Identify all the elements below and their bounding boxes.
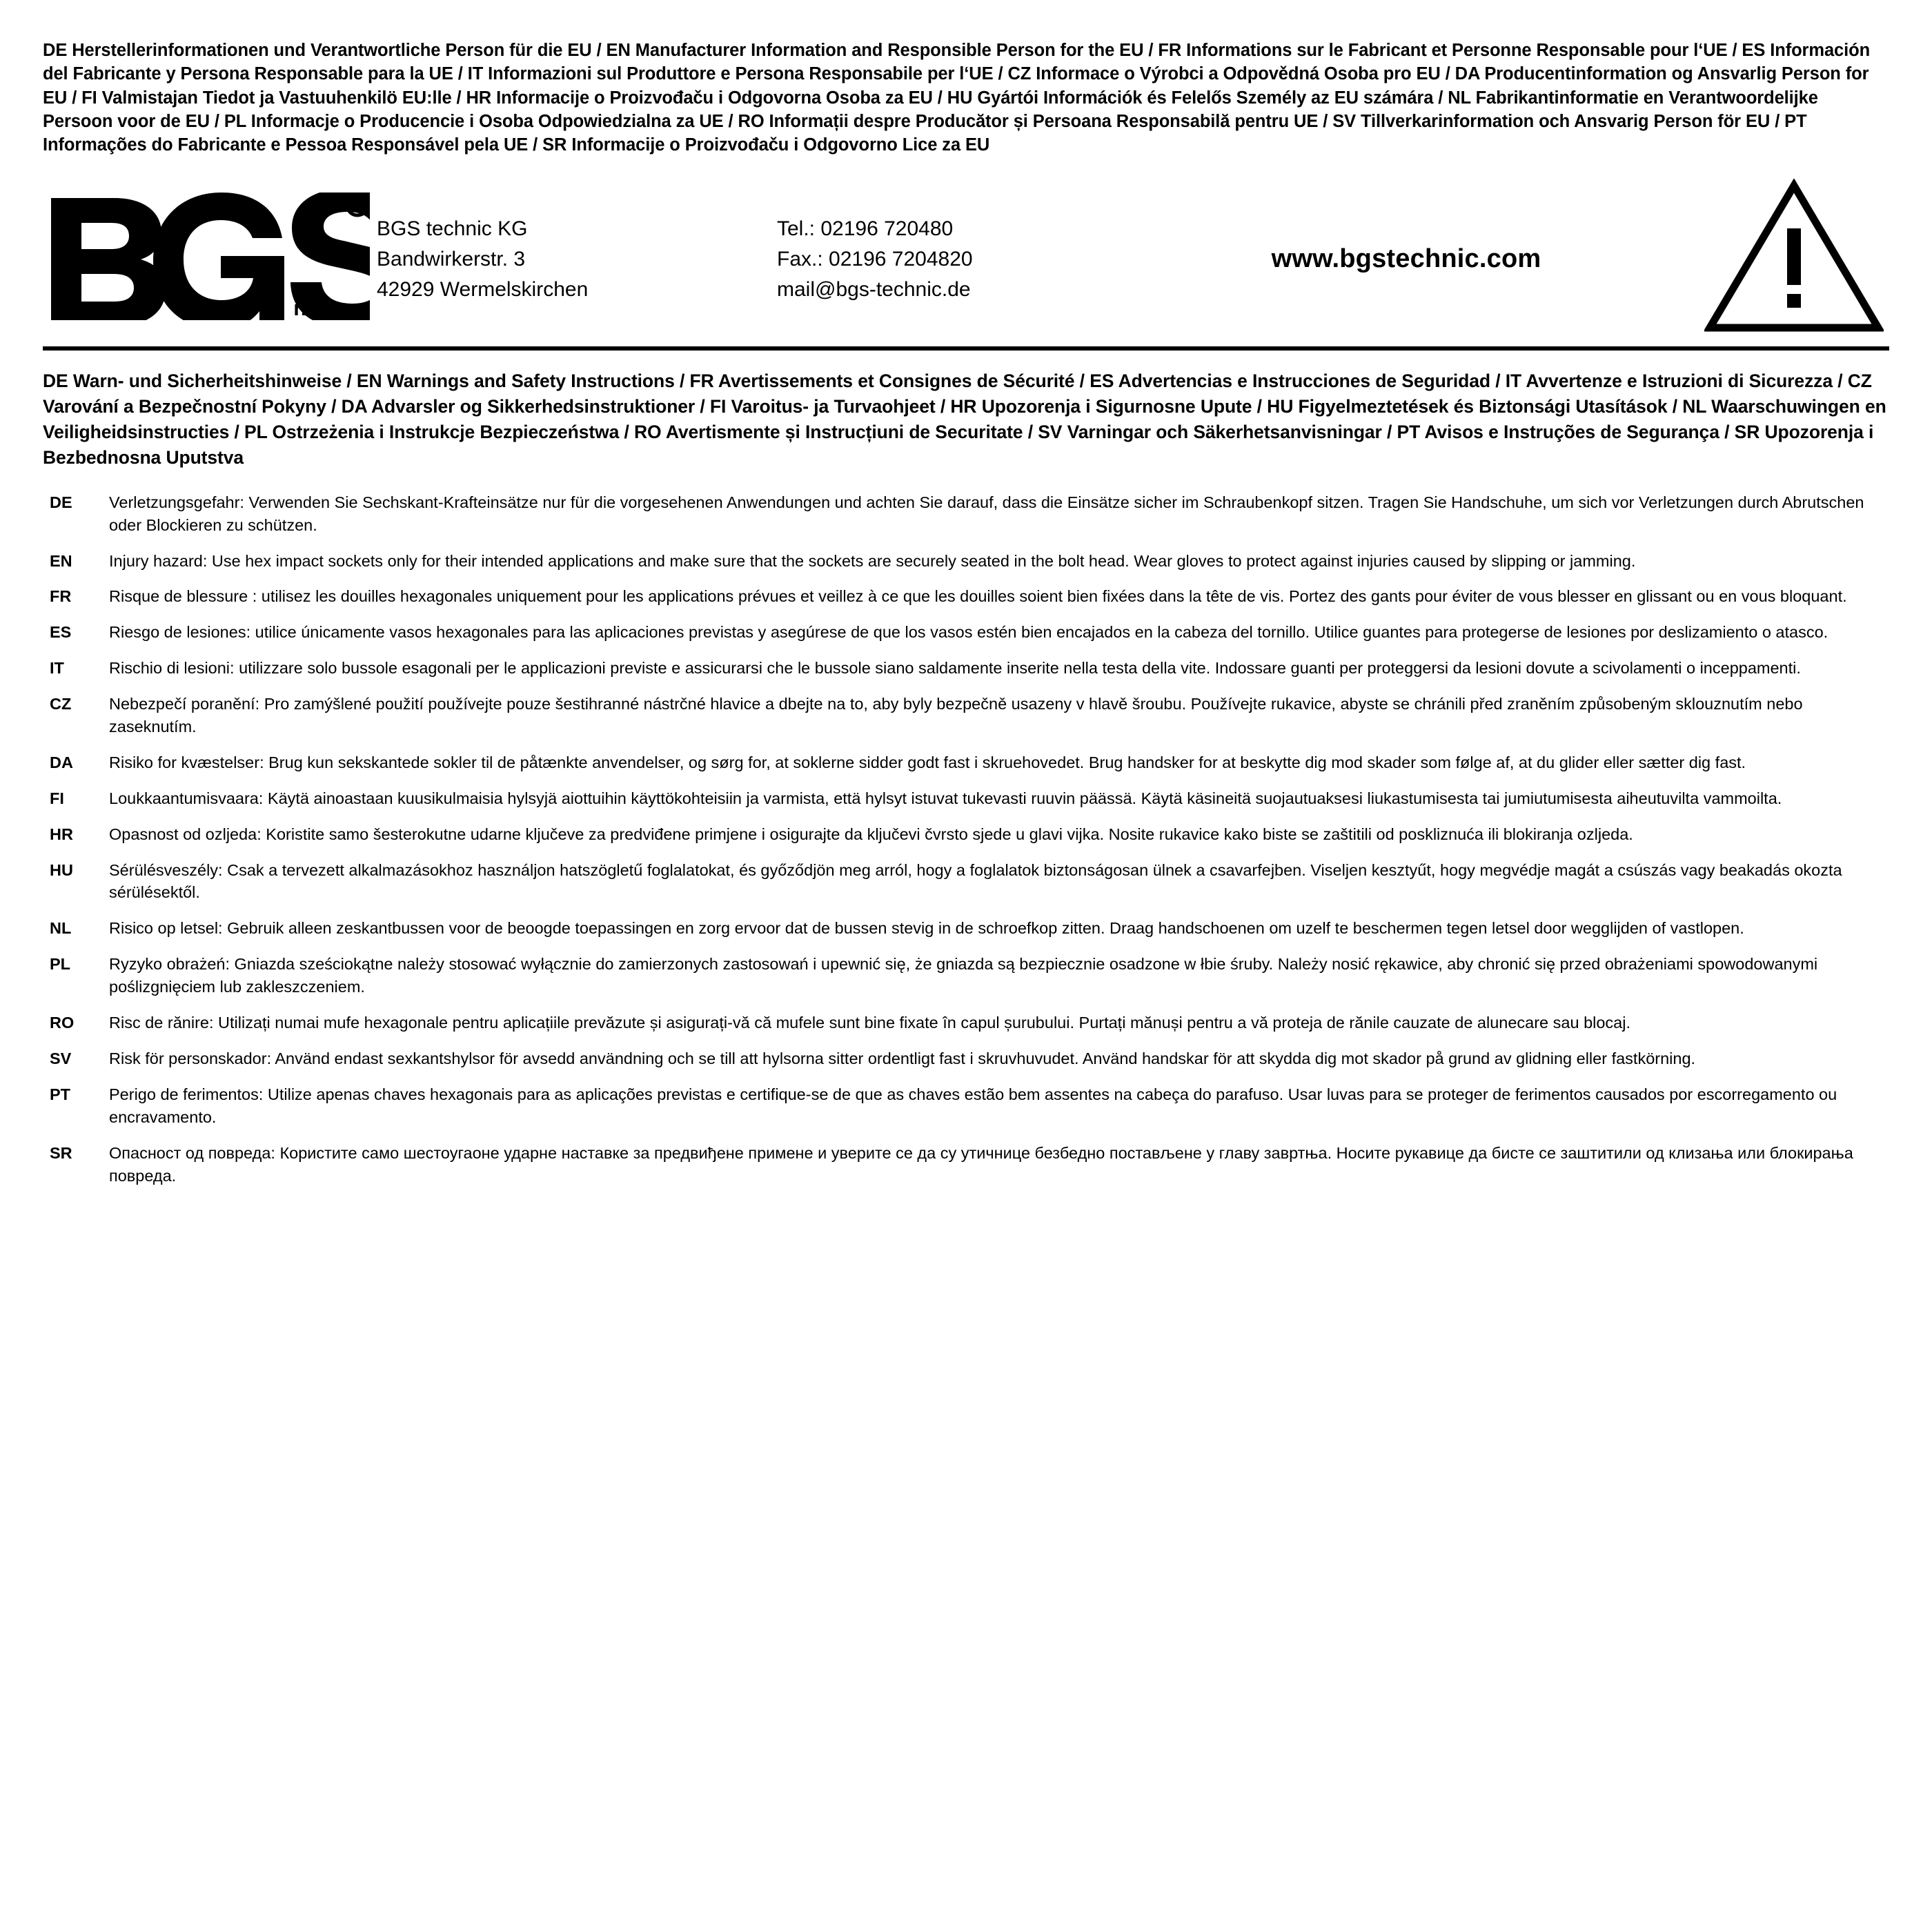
warning-text: Opasnost od ozljeda: Koristite samo šesterokutne udarne ključeve za predviđene primjene i osigurajte da ključevi čvrsto sjede u glavi vijka. Nosite rukavice kako biste se zaštitili od poskliznuća ili blokiranja ozljeda. <box>109 825 1633 843</box>
warning-row <box>43 917 1889 940</box>
company-contact <box>777 208 1136 305</box>
warning-row <box>43 550 1889 573</box>
warning-text: Risico op letsel: Gebruik alleen zeskantbussen voor de beoogde toepassingen en zorg ervoor dat de bussen stevig in de schroefkop zitten. Draag handschoenen om uzelf te beschermen tegen letsel door wegglijden of vastlopen. <box>109 919 1744 938</box>
company-address <box>377 208 777 305</box>
warning-text: Risk för personskador: Använd endast sexkantshylsor för avsedd användning och se till att hylsorna sitter ordentligt fast i skruvhuvudet. Använd handskar för att skydda dig mot skador på grund av glidning eller fastkörning. <box>109 1049 1696 1067</box>
company-fax: Fax.: 02196 7204820 <box>777 247 973 270</box>
company-email: mail@bgs-technic.de <box>777 278 971 302</box>
company-city: 42929 Wermelskirchen <box>377 278 589 302</box>
warning-row <box>43 585 1889 608</box>
warning-text: Perigo de ferimentos: Utilize apenas chaves hexagonais para as aplicações previstas e certifique-se de que as chaves estão bem assentes na cabeça do parafuso. Usar luvas para se proteger de ferimentos causados por escorregamento ou encravamento. <box>109 1085 1837 1126</box>
language-code: HU <box>50 860 73 879</box>
warning-row <box>43 657 1889 680</box>
warning-row <box>43 621 1889 644</box>
company-info-band <box>43 175 1889 351</box>
language-code: DE <box>50 493 72 511</box>
language-code: CZ <box>50 695 72 713</box>
warning-triangle-icon <box>1704 179 1884 334</box>
language-code: RO <box>50 1014 75 1032</box>
warning-row <box>43 953 1889 998</box>
warning-text: Riesgo de lesiones: utilice únicamente vasos hexagonales para las aplicaciones previstas y asegúrese de que los vasos estén bien encajados en la cabeza del tornillo. Utilice guantes para protegerse de lesiones por deslizamiento o atasco. <box>109 623 1828 642</box>
warning-text: Risc de rănire: Utilizați numai mufe hexagonale pentru aplicațiile prevăzute și asigurați-vă că mufele sunt bine fixate în capul șurubului. Purtați mănuși pentru a vă proteja de rănile cauzate de alunecare sau blocaj. <box>109 1014 1631 1032</box>
warning-row <box>43 751 1889 774</box>
language-code: EN <box>50 551 72 570</box>
warning-row <box>43 787 1889 810</box>
warning-text: Rischio di lesioni: utilizzare solo bussole esagonali per le applicazioni previste e assicurarsi che le bussole siano saldamente inserite nella testa della vite. Indossare guanti per proteggersi da lesioni dovute a scivolamenti o inceppamenti. <box>109 659 1801 678</box>
warning-row <box>43 693 1889 738</box>
warning-text: Nebezpečí poranění: Pro zamýšlené použití používejte pouze šestihranné nástrčné hlavice a dbejte na to, aby byly bezpečně usazeny v hlavě šroubu. Používejte rukavice, abyste se chránili před zraněním způsobeným sklouznutím nebo zaseknutím. <box>109 695 1803 736</box>
warning-text: Опасност од повреда: Користите само шестоугаоне ударне наставке за предвиђене примене и уверите се да су утичнице безбедно постављене у главу завртња. Носите рукавице да бисте се заштитили од клизања или блокирања повреда. <box>109 1143 1853 1185</box>
bgs-logo-icon <box>46 193 370 320</box>
warning-text: Verletzungsgefahr: Verwenden Sie Sechskant-Krafteinsätze nur für die vorgesehenen Anwendungen und achten Sie darauf, dass die Einsätze sicher im Schraubenkopf sitzen. Tragen Sie Handschuhe, um sich vor Verletzungen durch Abrutschen oder Blockieren zu schützen. <box>109 493 1864 534</box>
company-website: www.bgstechnic.com <box>1271 244 1541 274</box>
language-code: DA <box>50 753 73 771</box>
safety-section-heading: DE Warn- und Sicherheitshinweise / EN Warnings and Safety Instructions / FR Avertissements et Consignes de Sécurité / ES Advertencias e Instrucciones de Seguridad / IT Avvertenze e Istruzioni di Sicurezza / CZ Varování a Bezpečnostní Pokyny / DA Advarsler og Sikkerhedsinstruktioner / FI Varoitus- ja Turvaohjeet / HR Upozorenja i Sigurnosne Upute / HU Figyelmeztetések és Biztonsági Utasítások / NL Waarschuwingen en Veiligheidsinstructies / PL Ostrzeżenia i Instrukcje Bezpieczeństwa / RO Avertismente și Instrucțiuni de Securitate / SV Varningar och Säkerhetsanvisningar / PT Avisos e Instruções de Segurança / SR Upozorenja i Bezbednosna Uputstva <box>43 371 1886 468</box>
logo-subtext: t e c h n i c <box>187 296 361 321</box>
warning-row <box>43 1047 1889 1070</box>
language-code: HR <box>50 825 73 843</box>
language-code: SV <box>50 1049 72 1067</box>
warning-text: Sérülésveszély: Csak a tervezett alkalmazásokhoz használjon hatszögletű foglalatokat, és győződjön meg arról, hogy a foglalatok biztonságosan ülnek a csavarfejben. Viseljen kesztyűt, hogy megvédje magát a csúszás vagy beakadás okozta sérülésektől. <box>109 860 1842 902</box>
warning-text: Risiko for kvæstelser: Brug kun sekskantede sokler til de påtænkte anvendelser, og sørg for, at soklerne sidder godt fast i skruehovedet. Brug handsker for at beskytte dig mod skader som følge af, at du glider eller sætter dig fast. <box>109 753 1746 771</box>
language-code: NL <box>50 919 72 938</box>
warning-row <box>43 491 1889 537</box>
warning-row <box>43 1012 1889 1034</box>
svg-text:R: R <box>353 199 362 215</box>
language-code: FI <box>50 789 64 807</box>
language-code: IT <box>50 659 64 678</box>
warning-row <box>43 1083 1889 1129</box>
bgs-logo <box>43 193 377 320</box>
language-code: PL <box>50 955 71 974</box>
company-phone: Tel.: 02196 720480 <box>777 217 954 240</box>
company-street: Bandwirkerstr. 3 <box>377 247 526 270</box>
warning-text: Injury hazard: Use hex impact sockets only for their intended applications and make sure that the sockets are securely seated in the bolt head. Wear gloves to protect against injuries caused by slipping or jamming. <box>109 551 1636 570</box>
warning-row <box>43 823 1889 846</box>
warning-row <box>43 859 1889 905</box>
warnings-list <box>43 491 1889 1187</box>
warning-text: Loukkaantumisvaara: Käytä ainoastaan kuusikulmaisia hylsyjä aiottuihin käyttökohteisiin ja varmista, että hylsyt istuvat tukevasti ruuvin päässä. Käytä käsineitä suojautuaksesi liukastumisesta tai jumiutumisesta aiheutuvilta vammoilta. <box>109 789 1782 807</box>
company-name: BGS technic KG <box>377 217 528 240</box>
manufacturer-info-heading: DE Herstellerinformationen und Verantwortliche Person für die EU / EN Manufacturer Information and Responsible Person for the EU / FR Informations sur le Fabricant et Personne Responsable pour l‘UE / ES Información del Fabricante y Persona Responsable para la UE / IT Informazioni sul Produttore e Persona Responsabile per l‘UE / CZ Informace o Výrobci a Odpovědná Osoba pro EU / DA Producentinformation og Ansvarlig Person for EU / FI Valmistajan Tiedot ja Vastuuhenkilö EU:lle / HR Informacije o Proizvođaču i Odgovorna Osoba za EU / HU Gyártói Információk és Felelős Személy az EU számára / NL Fabrikantinformatie en Verantwoordelijke Persoon voor de EU / PL Informacje o Producencie i Osoba Odpowiedzialna za UE / RO Informații despre Producător și Persoana Responsabilă pentru UE / SV Tillverkarinformation och Ansvarig Person för EU / PT Informações do Fabricante e Pessoa Responsável pela UE / SR Informacije o Proizvođaču i Odgovorno Lice za EU <box>43 41 1871 155</box>
language-code: SR <box>50 1143 72 1162</box>
language-code: ES <box>50 623 72 642</box>
warning-text: Ryzyko obrażeń: Gniazda sześciokątne należy stosować wyłącznie do zamierzonych zastosowań i upewnić się, że gniazda są bezpiecznie osadzone w łbie śruby. Należy nosić rękawice, aby chronić się przed obrażeniami spowodowanymi poślizgnięciem lub zakleszczeniem. <box>109 955 1818 996</box>
warning-triangle <box>1677 179 1889 334</box>
warning-text: Risque de blessure : utilisez les douilles hexagonales uniquement pour les applications prévues et veillez à ce que les douilles soient bien fixées dans la tête de vis. Portez des gants pour éviter de vous blesser en glissant ou en vous bloquant. <box>109 587 1847 606</box>
warning-row <box>43 1142 1889 1187</box>
language-code: FR <box>50 587 72 606</box>
language-code: PT <box>50 1085 71 1103</box>
